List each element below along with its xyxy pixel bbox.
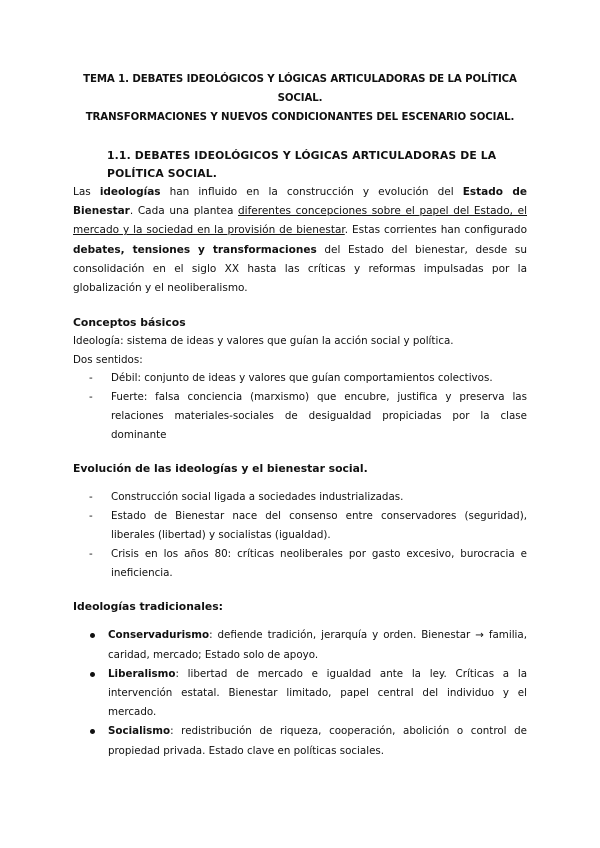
term-liberalismo: Liberalismo (108, 667, 176, 680)
evolucion-list (73, 488, 527, 582)
tradicionales-heading: Ideologías tradicionales: (73, 600, 223, 614)
section-heading: 1.1. DEBATES IDEOLÓGICOS Y LÓGICAS ARTICULADORAS DE LA POLÍTICA SOCIAL. (107, 149, 497, 180)
bullet-icon (90, 633, 95, 638)
list-item: - Débil: conjunto de ideas y valores que guían comportamientos colectivos. (73, 369, 527, 388)
list-item (73, 626, 527, 664)
list-item: - Estado de Bienestar nace del consenso entre conservadores (seguridad), liberales (libertad) y socialistas (igualdad). (73, 507, 527, 545)
term-description: : redistribución de riqueza, cooperación, abolición o control de propiedad privada. Estado clave en políticas sociales. (108, 725, 527, 757)
sentidos-list (73, 369, 527, 444)
intro-underline: diferentes concepciones sobre el papel del Estado, el mercado y la sociedad en la provisión de bienestar (73, 205, 527, 237)
title-line-2: TRANSFORMACIONES Y NUEVOS CONDICIONANTES DEL ESCENARIO SOCIAL. (85, 112, 515, 123)
title-line-1: TEMA 1. DEBATES IDEOLÓGICOS Y LÓGICAS ARTICULADORAS DE LA POLÍTICA SOCIAL. (83, 74, 517, 104)
intro-bold-ideologias: ideologías (99, 186, 161, 198)
intro-bold-estado: Estado de Bienestar (73, 186, 527, 218)
intro-text-4: . Estas corrientes han configurado (344, 224, 527, 237)
list-item (73, 665, 527, 723)
term-socialismo: Socialismo (108, 725, 171, 738)
list-item: - Crisis en los años 80: críticas neoliberales por gasto excesivo, burocracia e ineficiencia. (73, 545, 527, 583)
document-title (73, 70, 527, 127)
intro-bold-debates: debates, tensiones y transformaciones (73, 243, 317, 256)
tradicionales-list (73, 626, 527, 760)
term-description: : defiende tradición, jerarquía y orden. Bienestar → familia, caridad, mercado; Estado solo de apoyo. (108, 629, 527, 661)
list-item: - Construcción social ligada a sociedades industrializadas. (73, 488, 527, 507)
evolucion-heading: Evolución de las ideologías y el bienestar social. (73, 462, 368, 476)
term-description: : libertad de mercado e igualdad ante la ley. Críticas a la intervención estatal. Bienestar limitado, papel central del individuo y el mercado. (108, 667, 527, 719)
intro-paragraph (73, 183, 527, 298)
ideologia-definition: Ideología: sistema de ideas y valores que guían la acción social y política. (73, 335, 454, 348)
list-item: - Fuerte: falsa conciencia (marxismo) que encubre, justifica y preserva las relaciones materiales-sociales de desigualdad propiciadas por la clase dominante (73, 388, 527, 444)
intro-text-3: . Cada una plantea (129, 205, 239, 218)
intro-text-1: Las (73, 186, 100, 198)
intro-text-5: del Estado del bienestar, desde su consolidación en el siglo XX hasta las críticas y reformas impulsadas por la globalización y el neoliberalismo. (73, 243, 527, 295)
list-item (73, 722, 527, 760)
conceptos-heading: Conceptos básicos (73, 316, 186, 330)
intro-text-2: han influido en la construcción y evolución del (160, 186, 463, 198)
bullet-icon (90, 729, 95, 734)
bullet-icon (90, 672, 95, 677)
term-conservadurismo: Conservadurismo (108, 629, 210, 642)
dos-sentidos: Dos sentidos: (73, 353, 143, 366)
